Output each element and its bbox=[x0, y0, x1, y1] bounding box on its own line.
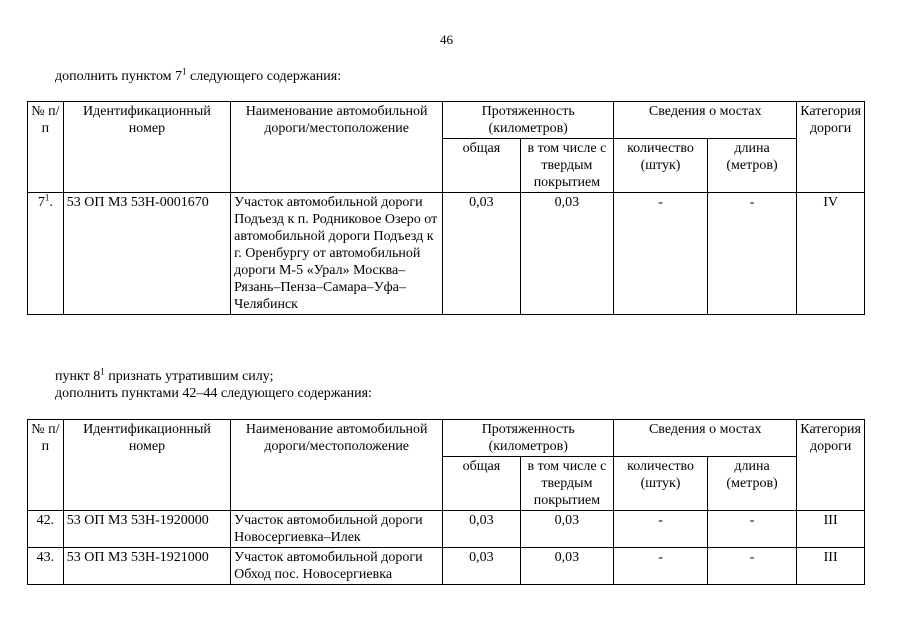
intro1-prefix: дополнить пунктом 7 bbox=[55, 69, 183, 84]
row-bridges-count: - bbox=[614, 193, 708, 315]
row-name: Участок автомобильной дороги Новосергиевка–Илек bbox=[231, 511, 443, 548]
header-bridges-length: длина (метров) bbox=[707, 457, 796, 511]
row-id: 53 ОП МЗ 53Н-0001670 bbox=[63, 193, 230, 315]
row-id: 53 ОП МЗ 53Н-1920000 bbox=[63, 511, 230, 548]
intro2a-suffix: признать утратившим силу; bbox=[104, 369, 274, 384]
row-length-total: 0,03 bbox=[443, 193, 520, 315]
row-length-hard: 0,03 bbox=[520, 193, 614, 315]
header-bridges-length: длина (метров) bbox=[707, 139, 796, 193]
row-num-sup: 1 bbox=[44, 192, 50, 203]
header-num: № п/п bbox=[28, 102, 64, 193]
header-name: Наименование автомобильной дороги/местоположение bbox=[231, 102, 443, 193]
row-length-hard: 0,03 bbox=[520, 511, 614, 548]
table-row bbox=[28, 511, 865, 548]
header-length-total: общая bbox=[443, 457, 520, 511]
row-bridges-length: - bbox=[707, 193, 796, 315]
header-length-hard: в том числе с твердым покрытием bbox=[520, 139, 614, 193]
row-num-main: 7 bbox=[37, 195, 45, 210]
roads-table-1 bbox=[27, 101, 865, 315]
header-num: № п/п bbox=[28, 420, 64, 511]
row-length-total: 0,03 bbox=[443, 511, 520, 548]
intro2b-line: дополнить пунктами 42–44 следующего содержания: bbox=[55, 386, 372, 401]
header-bridges: Сведения о мостах bbox=[614, 420, 797, 457]
intro1-suffix: следующего содержания: bbox=[186, 69, 342, 84]
row-length-total: 0,03 bbox=[443, 548, 520, 585]
header-id: Идентификационный номер bbox=[63, 420, 230, 511]
row-bridges-length: - bbox=[707, 548, 796, 585]
page-number: 46 bbox=[440, 32, 453, 47]
header-bridges-count: количество (штук) bbox=[614, 139, 708, 193]
header-name: Наименование автомобильной дороги/местоположение bbox=[231, 420, 443, 511]
header-length: Протяженность (километров) bbox=[443, 420, 614, 457]
header-id: Идентификационный номер bbox=[63, 102, 230, 193]
row-bridges-count: - bbox=[614, 511, 708, 548]
row-category: IV bbox=[797, 193, 865, 315]
intro-paragraph-1 bbox=[55, 68, 341, 85]
header-length-hard: в том числе с твердым покрытием bbox=[520, 457, 614, 511]
header-length-total: общая bbox=[443, 139, 520, 193]
row-name: Участок автомобильной дороги Обход пос. Новосергиевка bbox=[231, 548, 443, 585]
row-bridges-count: - bbox=[614, 548, 708, 585]
row-length-hard: 0,03 bbox=[520, 548, 614, 585]
intro-paragraph-2 bbox=[55, 368, 372, 402]
header-bridges: Сведения о мостах bbox=[614, 102, 797, 139]
intro2a-line bbox=[55, 368, 372, 385]
intro1-sup: 1 bbox=[182, 66, 187, 77]
row-category: III bbox=[797, 548, 865, 585]
header-category: Категория дороги bbox=[797, 102, 865, 193]
intro2a-sup: 1 bbox=[100, 366, 105, 377]
row-bridges-length: - bbox=[707, 511, 796, 548]
row-id: 53 ОП МЗ 53Н-1921000 bbox=[63, 548, 230, 585]
intro2a-prefix: пункт 8 bbox=[55, 369, 101, 384]
header-length: Протяженность (километров) bbox=[443, 102, 614, 139]
row-category: III bbox=[797, 511, 865, 548]
row-num-suffix: . bbox=[49, 195, 53, 210]
table-row bbox=[28, 548, 865, 585]
header-category: Категория дороги bbox=[797, 420, 865, 511]
table-row bbox=[28, 193, 865, 315]
row-num: 42. bbox=[28, 511, 64, 548]
row-num bbox=[28, 193, 64, 315]
row-name: Участок автомобильной дороги Подъезд к п. Родниковое Озеро от автомобильной дороги Подъезд к г. Оренбургу от автомобильной дороги М-5 «Урал» Москва–Рязань–Пенза–Самара–Уфа–Челябинск bbox=[231, 193, 443, 315]
row-num: 43. bbox=[28, 548, 64, 585]
roads-table-2 bbox=[27, 419, 865, 585]
header-bridges-count: количество (штук) bbox=[614, 457, 708, 511]
